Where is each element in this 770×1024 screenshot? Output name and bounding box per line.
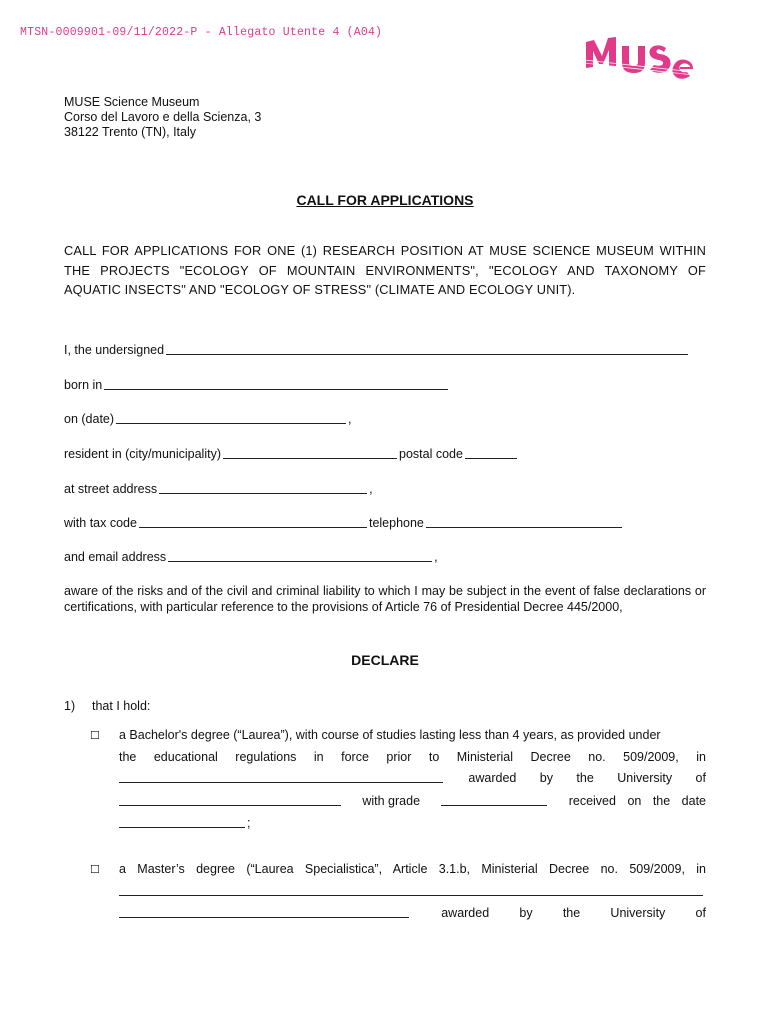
grade-field[interactable] (441, 804, 547, 806)
protocol-stamp: MTSN-0009901-09/11/2022-P - Allegato Utente 4 (A04) (20, 26, 383, 39)
email-field[interactable] (168, 560, 432, 562)
telephone-field[interactable] (426, 526, 622, 528)
declare-heading: DECLARE (351, 652, 419, 668)
postal-label: postal code (399, 447, 463, 461)
word: Decree (530, 750, 571, 764)
bachelor-line-1: a Bachelor's degree (“Laurea”), with course of studies lasting less than 4 years, as provided under (119, 728, 661, 742)
item-1-number: 1) (64, 699, 76, 713)
liability-statement: aware of the risks and of the civil and criminal liability to which I may be subject in the event of false declarations or certifications, with particular reference to the provisions of Article 76 of Presidential Decree 445/2000, (64, 584, 706, 614)
word: regulations (235, 750, 297, 764)
item-1-label: that I hold: (92, 699, 151, 713)
bachelor-line-5 (119, 816, 250, 830)
word: force (341, 750, 369, 764)
address-line-3: 38122 Trento (TN), Italy (64, 125, 197, 139)
word: in (313, 750, 324, 764)
born-label: born in (64, 378, 103, 392)
birth-date-field[interactable] (116, 422, 346, 424)
postal-code-field[interactable] (465, 457, 517, 459)
word: University (610, 906, 666, 920)
date-received-field[interactable] (119, 826, 245, 828)
word: by (519, 906, 533, 920)
birthplace-field[interactable] (104, 388, 448, 390)
bachelor-checkbox[interactable]: ☐ (90, 730, 100, 742)
address-line-1: MUSE Science Museum (64, 95, 200, 109)
comma: , (369, 482, 373, 496)
undersigned-field[interactable] (166, 353, 688, 355)
bachelor-line-4 (119, 794, 706, 808)
muse-logo (582, 32, 694, 84)
word: to (428, 750, 440, 764)
tax-code-field[interactable] (139, 526, 367, 528)
tax-label: with tax code (64, 516, 137, 530)
email-label: and email address (64, 550, 167, 564)
word: Ministerial (456, 750, 514, 764)
resident-label: resident in (city/municipality) (64, 447, 221, 461)
telephone-label: telephone (368, 516, 424, 530)
degree-subject-field[interactable] (119, 781, 443, 783)
master-line-3 (119, 906, 706, 920)
comma: , (348, 412, 352, 426)
museum-address (64, 95, 261, 140)
street-field[interactable] (159, 492, 367, 494)
word: educational (153, 750, 218, 764)
call-description: CALL FOR APPLICATIONS FOR ONE (1) RESEARCH POSITION AT MUSE SCIENCE MUSEUM WITHIN THE PROJECTS "ECOLOGY OF MOUNTAIN ENVIRONMENTS", "ECOLOGY AND TAXONOMY OF AQUATIC INSECTS" AND "ECOLOGY OF STRESS" (CLIMATE AND ECOLOGY UNIT). (64, 243, 706, 297)
date-label: on (date) (64, 412, 115, 426)
bachelor-line-2 (119, 750, 706, 764)
street-row (64, 482, 373, 496)
master-subject-field[interactable] (119, 895, 703, 896)
word: the (119, 750, 137, 764)
undersigned-row (64, 343, 690, 357)
word: 509/2009, (623, 750, 679, 764)
word: of (695, 771, 706, 785)
master-checkbox[interactable]: ☐ (90, 864, 100, 876)
tax-row (64, 516, 624, 530)
undersigned-label: I, the undersigned (64, 343, 165, 357)
with-grade-label: with grade (362, 794, 421, 808)
semicolon: ; (247, 816, 251, 830)
word: in (696, 750, 706, 764)
date-row (64, 412, 352, 426)
word: awarded (468, 771, 517, 785)
received-label: received on the date (568, 794, 706, 808)
word: University (617, 771, 673, 785)
word: the (576, 771, 594, 785)
word: prior (386, 750, 412, 764)
born-row (64, 378, 450, 392)
page-title: CALL FOR APPLICATIONS (296, 192, 474, 208)
master-line-1: a Master’s degree (“Laurea Specialistica”, Article 3.1.b, Ministerial Decree no. 509/2009, in (119, 862, 706, 876)
master-university-field[interactable] (119, 916, 409, 918)
address-line-2: Corso del Lavoro e della Scienza, 3 (64, 110, 262, 124)
word: by (539, 771, 553, 785)
word: no. (588, 750, 606, 764)
word: the (562, 906, 581, 920)
word: of (695, 906, 706, 920)
word: awarded (441, 906, 490, 920)
university-field[interactable] (119, 804, 341, 806)
bachelor-line-3 (119, 771, 706, 785)
city-field[interactable] (223, 457, 397, 459)
email-row (64, 550, 438, 564)
resident-row (64, 447, 519, 461)
street-label: at street address (64, 482, 158, 496)
comma: , (434, 550, 438, 564)
